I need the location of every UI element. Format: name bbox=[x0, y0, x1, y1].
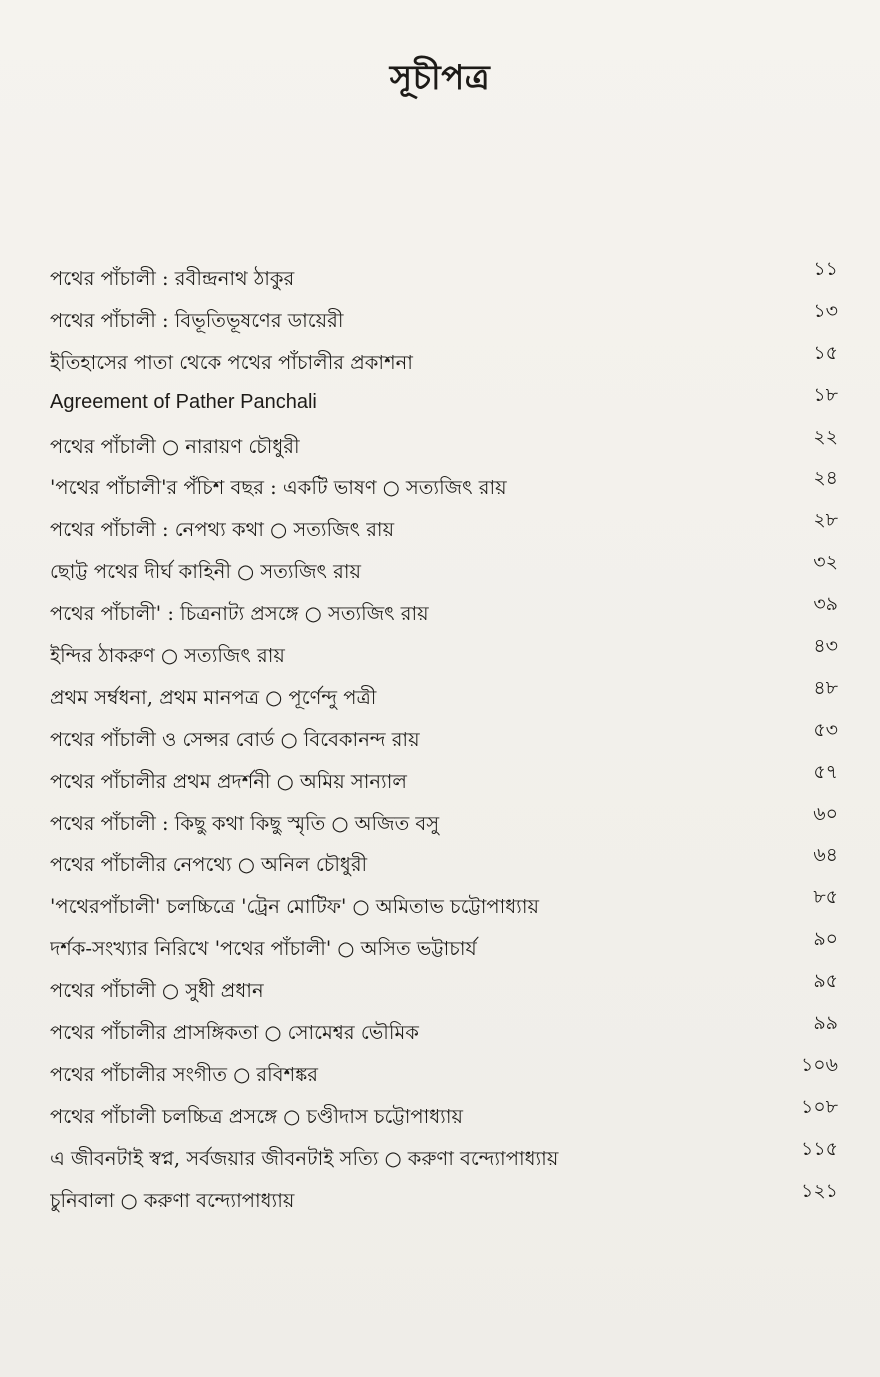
toc-entry-page: ৫৭ bbox=[813, 760, 838, 783]
toc-entry-title: Agreement of Pather Panchali bbox=[50, 390, 317, 413]
page-title: সূচীপত্র bbox=[389, 58, 491, 98]
toc-entry-page: ১৩ bbox=[813, 299, 838, 322]
toc-entry bbox=[0, 255, 880, 297]
toc-entry-page: ১৮ bbox=[813, 383, 838, 406]
toc-entry bbox=[0, 1135, 880, 1177]
toc-entry-title: 'পথেরপাঁচালী' চলচ্চিত্রে 'ট্রেন মোটিফ' ○ অমিতাভ চট্টোপাধ্যায় bbox=[50, 895, 539, 919]
toc-entry-page: ১২১ bbox=[800, 1179, 838, 1202]
toc-entry-title: পথের পাঁচালীর সংগীত ○ রবিশঙ্কর bbox=[50, 1062, 319, 1086]
toc-entry bbox=[0, 423, 880, 465]
toc-entry bbox=[0, 674, 880, 716]
toc-entry bbox=[0, 1009, 880, 1051]
toc-entry bbox=[0, 339, 880, 381]
toc-entry-page: ৬৪ bbox=[813, 844, 838, 867]
toc-entry-title: পথের পাঁচালী : কিছু কথা কিছু স্মৃতি ○ অজিত বসু bbox=[50, 811, 440, 835]
toc-entry-title: প্রথম সর্ম্বধনা, প্রথম মানপত্র ○ পূর্ণেন্দু পত্রী bbox=[50, 685, 377, 709]
toc-entry-title: পথের পাঁচালী ○ সুধী প্রধান bbox=[50, 979, 264, 1003]
toc-entry-title: পথের পাঁচালী ও সেন্সর বোর্ড ○ বিবেকানন্দ রায় bbox=[50, 727, 420, 751]
toc-entry bbox=[0, 464, 880, 506]
toc-entry-title: পথের পাঁচালীর প্রথম প্রদর্শনী ○ অমিয় সান্যাল bbox=[50, 769, 407, 793]
toc-entry bbox=[0, 381, 880, 423]
toc-entry-page: ১১ bbox=[813, 258, 838, 280]
toc-entry bbox=[0, 883, 880, 925]
toc-entry bbox=[0, 800, 880, 842]
toc-entry-title: পথের পাঁচালীর প্রাসঙ্গিকতা ○ সোমেশ্বর ভৌমিক bbox=[50, 1021, 419, 1045]
toc-entry-page: ৯০ bbox=[813, 928, 838, 951]
toc-entry bbox=[0, 758, 880, 800]
toc-entry-page: ২২ bbox=[813, 425, 838, 448]
toc-entry-page: ২৮ bbox=[813, 509, 838, 532]
toc-entry bbox=[0, 1051, 880, 1093]
toc-entry bbox=[0, 716, 880, 758]
toc-entry-title: এ জীবনটাই স্বপ্ন, সর্বজয়ার জীবনটাই সত্যি ○ করুণা বন্দ্যোপাধ্যায় bbox=[50, 1146, 559, 1170]
toc-entry-page: ১৫ bbox=[813, 341, 838, 364]
toc-entry-page: ৩৯ bbox=[813, 593, 838, 616]
toc-entry bbox=[0, 632, 880, 674]
toc-entry-page: ৯৯ bbox=[813, 1012, 838, 1035]
toc-entry-page: ১০৮ bbox=[800, 1095, 838, 1118]
toc-entry-page: ১০৬ bbox=[800, 1053, 838, 1076]
toc-entry bbox=[0, 1177, 880, 1219]
toc-entry-title: পথের পাঁচালী : নেপথ্য কথা ○ সত্যজিৎ রায় bbox=[50, 518, 395, 542]
toc-entry bbox=[0, 506, 880, 548]
toc-entry bbox=[0, 841, 880, 883]
toc-entry-title: পথের পাঁচালী : বিভূতিভূষণের ডায়েরী bbox=[50, 308, 344, 332]
toc-entry-page: ১১৫ bbox=[801, 1137, 838, 1160]
toc-entry-title: ইন্দির ঠাকরুণ ○ সত্যজিৎ রায় bbox=[50, 644, 285, 668]
toc-entry-title: পথের পাঁচালীর নেপথ্যে ○ অনিল চৌধুরী bbox=[50, 853, 368, 877]
toc-entry-page: ৬০ bbox=[813, 802, 838, 825]
table-of-contents bbox=[0, 255, 880, 1365]
toc-entry bbox=[0, 1093, 880, 1135]
toc-entry-title: দর্শক-সংখ্যার নিরিখে 'পথের পাঁচালী' ○ অসিত ভট্টাচার্য bbox=[50, 937, 477, 961]
toc-entry-title: পথের পাঁচালী চলচ্চিত্র প্রসঙ্গে ○ চণ্ডীদাস চট্টোপাধ্যায় bbox=[50, 1104, 463, 1128]
toc-entry-page: ৯৫ bbox=[813, 970, 838, 993]
toc-entry-page: ২৪ bbox=[813, 467, 838, 490]
toc-entry-title: চুনিবালা ○ করুণা বন্দ্যোপাধ্যায় bbox=[50, 1188, 295, 1212]
toc-entry bbox=[0, 548, 880, 590]
toc-entry-page: ৪৮ bbox=[813, 676, 838, 699]
toc-entry-page: ৩২ bbox=[813, 551, 838, 574]
toc-entry bbox=[0, 297, 880, 339]
toc-entry bbox=[0, 590, 880, 632]
toc-entry bbox=[0, 967, 880, 1009]
toc-entry-page: ৪৩ bbox=[813, 635, 838, 658]
toc-entry-title: পথের পাঁচালী' : চিত্রনাট্য প্রসঙ্গে ○ সত্যজিৎ রায় bbox=[50, 602, 429, 626]
toc-entry-title: পথের পাঁচালী ○ নারায়ণ চৌধুরী bbox=[50, 434, 300, 458]
toc-entry-title: ছোট্ট পথের দীর্ঘ কাহিনী ○ সত্যজিৎ রায় bbox=[50, 560, 362, 584]
toc-entry-title: ইতিহাসের পাতা থেকে পথের পাঁচালীর প্রকাশনা bbox=[50, 350, 413, 374]
toc-entry bbox=[0, 925, 880, 967]
toc-entry-title: পথের পাঁচালী : রবীন্দ্রনাথ ঠাকুর bbox=[50, 267, 295, 290]
toc-entry-page: ৫৩ bbox=[813, 718, 838, 741]
toc-entry-page: ৮৫ bbox=[813, 886, 838, 909]
toc-entry-title: 'পথের পাঁচালী'র পঁচিশ বছর : একটি ভাষণ ○ সত্যজিৎ রায় bbox=[50, 476, 507, 500]
